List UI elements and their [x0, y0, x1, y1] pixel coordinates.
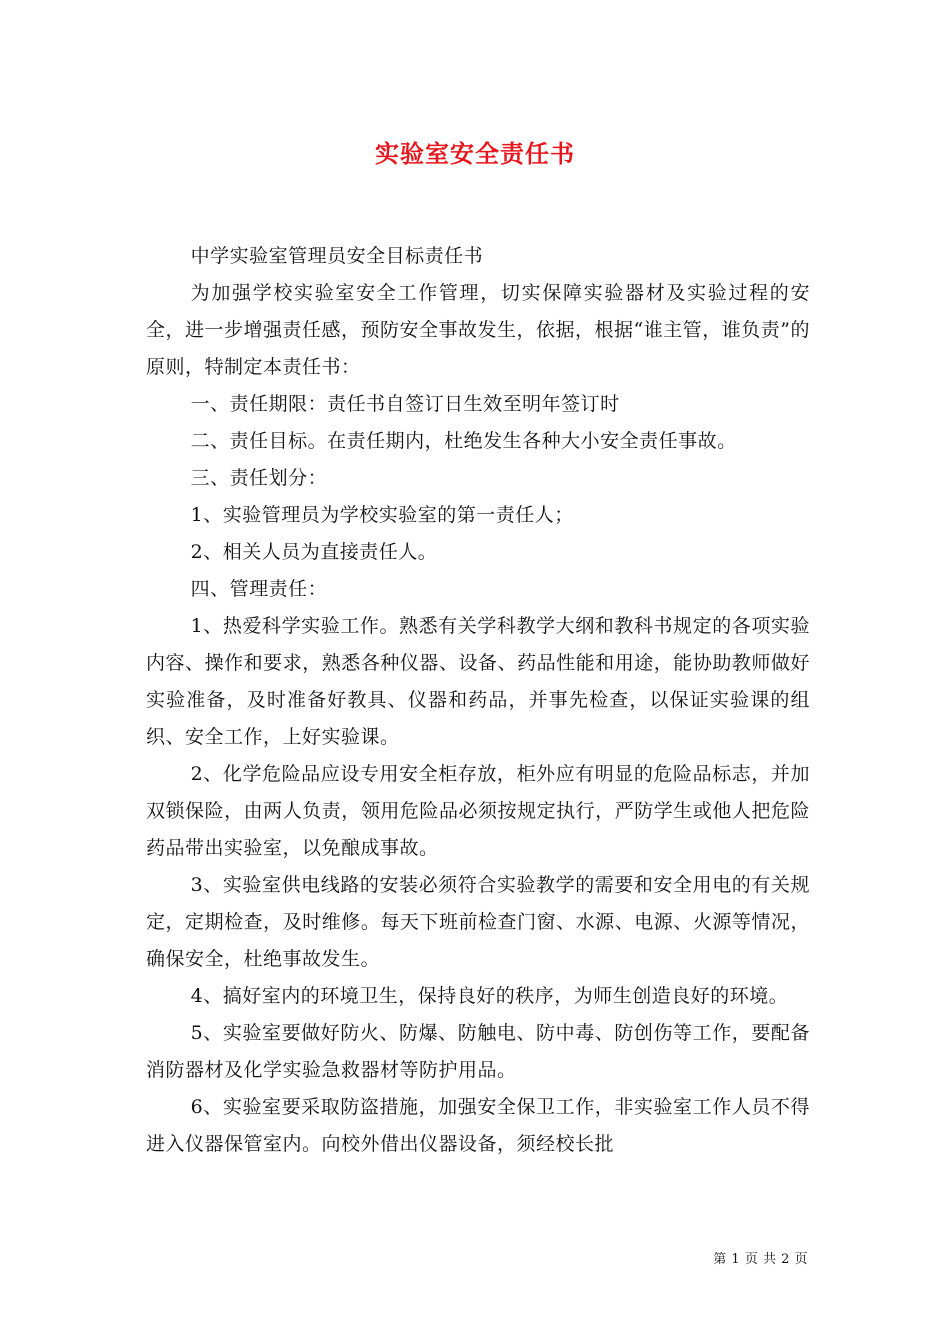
- paragraph-management-item-1: 1、热爱科学实验工作。熟悉有关学科教学大纲和教科书规定的各项实验内容、操作和要求，熟悉各种仪器、设备、药品性能和用途，能协助教师做好实验准备，及时准备好教具、仪器和药品，并事先检查，以保证实验课的组织、安全工作，上好实验课。: [146, 615, 810, 748]
- paragraph-division-item-2: 2、相关人员为直接责任人。: [190, 541, 438, 563]
- paragraph-division-item-1: 1、实验管理员为学校实验室的第一责任人；: [190, 504, 574, 526]
- paragraph-management-heading: 四、管理责任：: [190, 578, 328, 600]
- paragraph-management-item-3: 3、实验室供电线路的安装必须符合实验教学的需要和安全用电的有关规定，定期检查，及时维修。每天下班前检查门窗、水源、电源、火源等情况，确保安全，杜绝事故发生。: [146, 874, 810, 970]
- document-title: 实验室安全责任书: [375, 139, 575, 168]
- paragraph-term: 一、责任期限：责任书自签订日生效至明年签订时: [190, 393, 620, 415]
- page-number: 第 1 页 共 2 页: [713, 1252, 808, 1267]
- paragraph-management-item-5: 5、实验室要做好防火、防爆、防触电、防中毒、防创伤等工作，要配备消防器材及化学实验急救器材等防护用品。: [146, 1022, 810, 1081]
- paragraph-management-item-2: 2、化学危险品应设专用安全柜存放，柜外应有明显的危险品标志，并加双锁保险，由两人负责，领用危险品必须按规定执行，严防学生或他人把危险药品带出实验室，以免酿成事故。: [146, 763, 810, 859]
- paragraph-management-item-6: 6、实验室要采取防盗措施，加强安全保卫工作，非实验室工作人员不得进入仪器保管室内。向校外借出仪器设备，须经校长批: [146, 1096, 810, 1155]
- paragraph-goal: 二、责任目标。在责任期内，杜绝发生各种大小安全责任事故。: [190, 430, 737, 452]
- document-body: [146, 238, 810, 1163]
- paragraph-intro: 为加强学校实验室安全工作管理，切实保障实验器材及实验过程的安全，进一步增强责任感，预防安全事故发生，依据，根据“谁主管，谁负责”的原则，特制定本责任书：: [146, 282, 810, 378]
- paragraph-management-item-4: 4、搞好室内的环境卫生，保持良好的秩序，为师生创造良好的环境。: [190, 985, 789, 1007]
- paragraph-division-heading: 三、责任划分：: [190, 467, 328, 489]
- document-subtitle: 中学实验室管理员安全目标责任书: [190, 245, 484, 267]
